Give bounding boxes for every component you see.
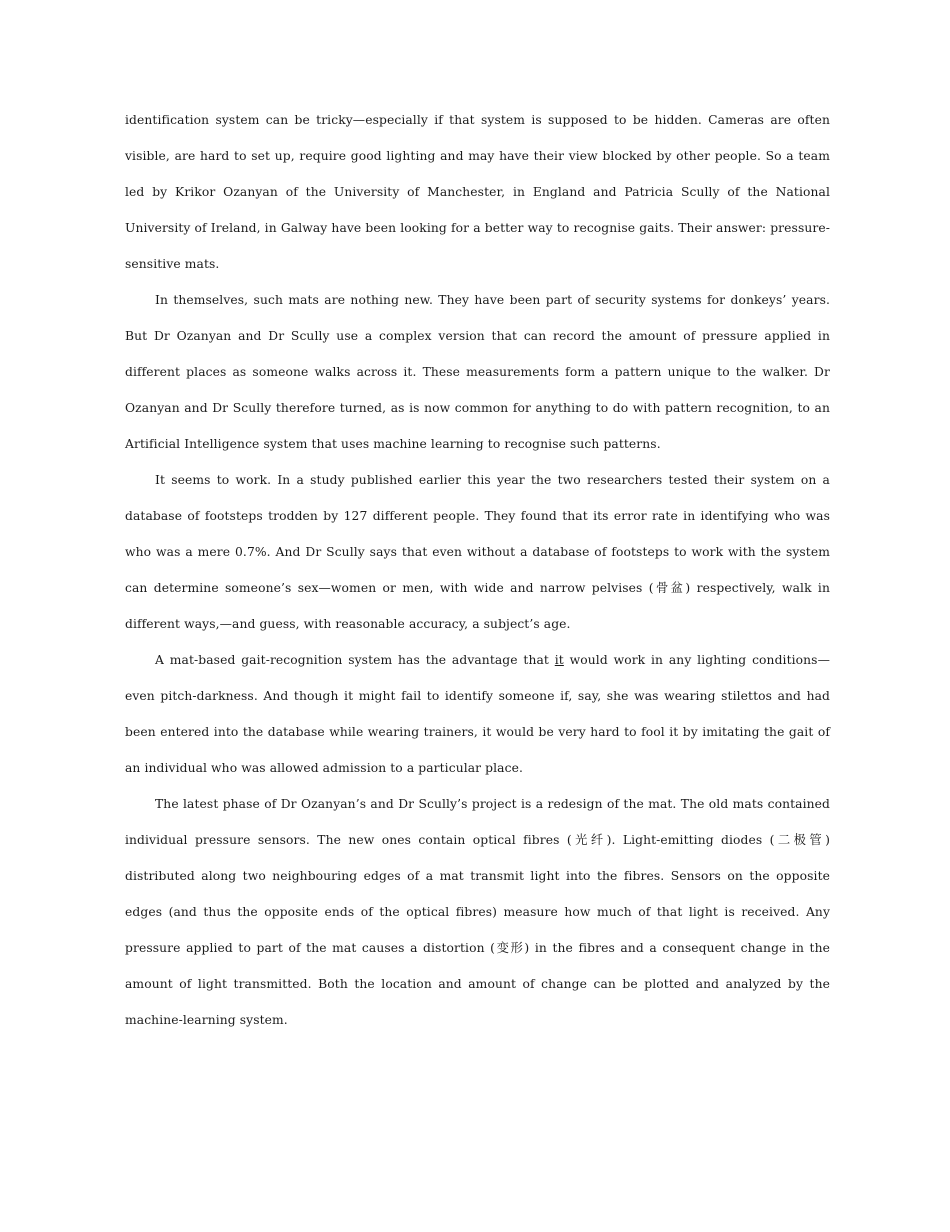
underlined-word-it: it [554,653,564,667]
article-body [125,102,830,1038]
paragraph-4-start: A mat-based gait-recognition system has the advantage that [155,653,555,667]
paragraph-2: In themselves, such mats are nothing new. They have been part of security systems for donkeys’ years. But Dr Ozanyan and Dr Scully use a complex version that can record the amount of pressure applied in different places as someone walks across it. These measurements form a pattern unique to the walker. Dr Ozanyan and Dr Scully therefore turned, as is now common for anything to do with pattern recognition, to an Artificial Intelligence system that uses machine learning to recognise such patterns. [125,293,830,451]
paragraph-1: identification system can be tricky—especially if that system is supposed to be hidden. Cameras are often visible, are hard to set up, require good lighting and may have their view blocked by other people. So a team led by Krikor Ozanyan of the University of Manchester, in England and Patricia Scully of the National University of Ireland, in Galway have been looking for a better way to recognise gaits. Their answer: pressure-sensitive mats. [125,113,830,271]
paragraph-4-end: would work in any lighting conditions—even pitch-darkness. And though it might fail to identify someone if, say, she was wearing stilettos and had been entered into the database while wearing trainers, it would be very hard to fool it by imitating the gait of an individual who was allowed admission to a particular place. [125,653,830,775]
paragraph-3: It seems to work. In a study published earlier this year the two researchers tested their system on a database of footsteps trodden by 127 different people. They found that its error rate in identifying who was who was a mere 0.7%. And Dr Scully says that even without a database of footsteps to work with the system can determine someone’s sex—women or men, with wide and narrow pelvises (骨盆) respectively, walk in different ways,—and guess, with reasonable accuracy, a subject’s age. [125,473,830,631]
paragraph-4 [125,642,830,786]
paragraph-5: The latest phase of Dr Ozanyan’s and Dr Scully’s project is a redesign of the mat. The old mats contained individual pressure sensors. The new ones contain optical fibres (光纤). Light-emitting diodes (二极管) distributed along two neighbouring edges of a mat transmit light into the fibres. Sensors on the opposite edges (and thus the opposite ends of the optical fibres) measure how much of that light is received. Any pressure applied to part of the mat causes a distortion (变形) in the fibres and a consequent change in the amount of light transmitted. Both the location and amount of change can be plotted and analyzed by the machine-learning system. [125,797,830,1027]
